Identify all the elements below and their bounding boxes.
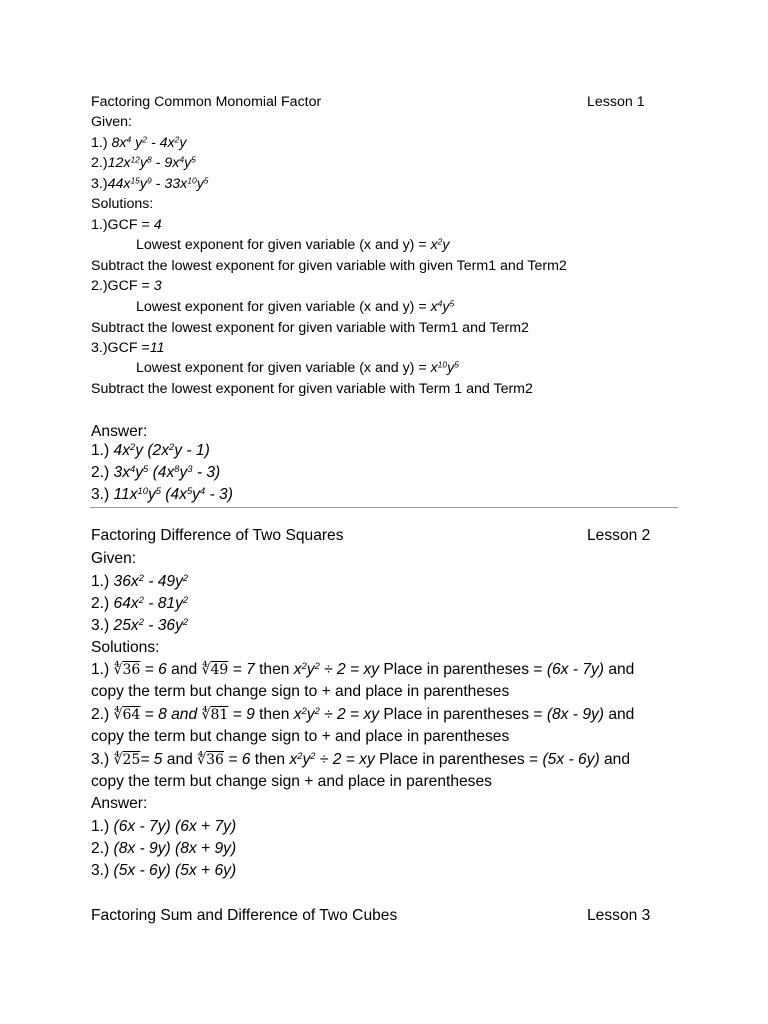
lesson-2-solution-1-copy: copy the term but change sign to + and place in parentheses bbox=[91, 683, 510, 700]
lesson-2-title: Factoring Difference of Two Squares bbox=[91, 527, 344, 544]
lesson-2-solution-2-copy: copy the term but change sign to + and place in parentheses bbox=[91, 728, 510, 745]
lesson-1-solution-3-gcf: 3.)GCF =11 bbox=[91, 340, 165, 356]
lesson-1-title: Factoring Common Monomial Factor bbox=[91, 94, 322, 110]
lesson-2-solution-3-copy: copy the term but change sign + and place in parentheses bbox=[91, 773, 492, 790]
lesson-2-solution-1: 1.) ∜36 = 6 and ∜49 = 7 then $x^2y^2 \div 2$ = xy Place in parentheses = (6x - 7y) and bbox=[91, 660, 635, 678]
section-divider bbox=[90, 507, 678, 508]
lesson-2-problem-2: 2.) $64x^2 - 81y^2$ bbox=[91, 594, 189, 612]
lesson-1-solution-1-gcf: 1.)GCF = 4 bbox=[91, 217, 162, 233]
lesson-1-answer-3: 3.) $11x^{10}y^5$ $(4x^5y^4 - 3)$ bbox=[91, 485, 233, 503]
lesson-2-given-heading: Given: bbox=[91, 550, 137, 567]
lesson-2-solution-3: 3.) ∜25= 5 and ∜36 = 6 then $x^2y^2 \div 2$ = xy Place in parentheses = (5x - 6y) and bbox=[91, 750, 631, 768]
lesson-1-solution-3-subtract: Subtract the lowest exponent for given variable with Term 1 and Term2 bbox=[91, 381, 533, 397]
lesson-1-solutions-heading: Solutions: bbox=[91, 196, 154, 212]
lesson-2-problem-1: 1.) $36x^2 - 49y^2$ bbox=[91, 572, 189, 590]
lesson-1-problem-2: $2.)12x^{12}y^8 - 9x^4y^5$ bbox=[91, 154, 196, 171]
lesson-1-solution-2-lowest: Lowest exponent for given variable (x and $y) = x^4y^5$ bbox=[136, 298, 455, 315]
lesson-1-solution-3-lowest: Lowest exponent for given variable (x and $y) = x^{10}y^5$ bbox=[136, 359, 459, 376]
lesson-2-answer-3: 3.) (5x - 6y) (5x + 6y) bbox=[91, 862, 237, 879]
lesson-1-label: Lesson 1 bbox=[587, 94, 645, 110]
lesson-2-problem-3: 3.) $25x^2 - 36y^2$ bbox=[91, 616, 189, 634]
lesson-1-solution-1-lowest: Lowest exponent for given variable (x and $y) = x^2y$ bbox=[136, 236, 450, 253]
lesson-1-solution-1-subtract: Subtract the lowest exponent for given variable with given Term1 and Term2 bbox=[91, 258, 567, 274]
lesson-1-given-heading: Given: bbox=[91, 114, 133, 130]
lesson-1-problem-1: 1.) $8x^4$ $y^2 - 4x^2y$ bbox=[91, 134, 187, 151]
lesson-2-answer-heading: Answer: bbox=[91, 795, 148, 812]
lesson-2-label: Lesson 2 bbox=[587, 527, 651, 544]
lesson-3-label: Lesson 3 bbox=[587, 907, 651, 924]
lesson-1-solution-2-subtract: Subtract the lowest exponent for given variable with Term1 and Term2 bbox=[91, 320, 529, 336]
lesson-2-solution-2: 2.) ∜64 = 8 and ∜81 = 9 then $x^2y^2 \div 2$ = xy Place in parentheses = (8x - 9y) and bbox=[91, 705, 635, 723]
lesson-1-problem-3: $3.)44x^{15}y^9 - 33x^{10}y^5$ bbox=[91, 175, 209, 192]
lesson-1-answer-1: 1.) $4x^2y$ $(2x^2y - 1)$ bbox=[91, 441, 210, 459]
lesson-1-answer-heading: Answer: bbox=[91, 423, 148, 440]
lesson-2-answer-2: 2.) (8x - 9y) (8x + 9y) bbox=[91, 840, 237, 857]
lesson-2-answer-1: 1.) (6x - 7y) (6x + 7y) bbox=[91, 818, 237, 835]
lesson-2-solutions-heading: Solutions: bbox=[91, 639, 160, 656]
lesson-1-answer-2: 2.) $3x^4y^5$ $(4x^8y^3 - 3)$ bbox=[91, 463, 221, 481]
lesson-1-solution-2-gcf: 2.)GCF = 3 bbox=[91, 278, 162, 294]
lesson-3-title: Factoring Sum and Difference of Two Cubes bbox=[91, 907, 398, 924]
